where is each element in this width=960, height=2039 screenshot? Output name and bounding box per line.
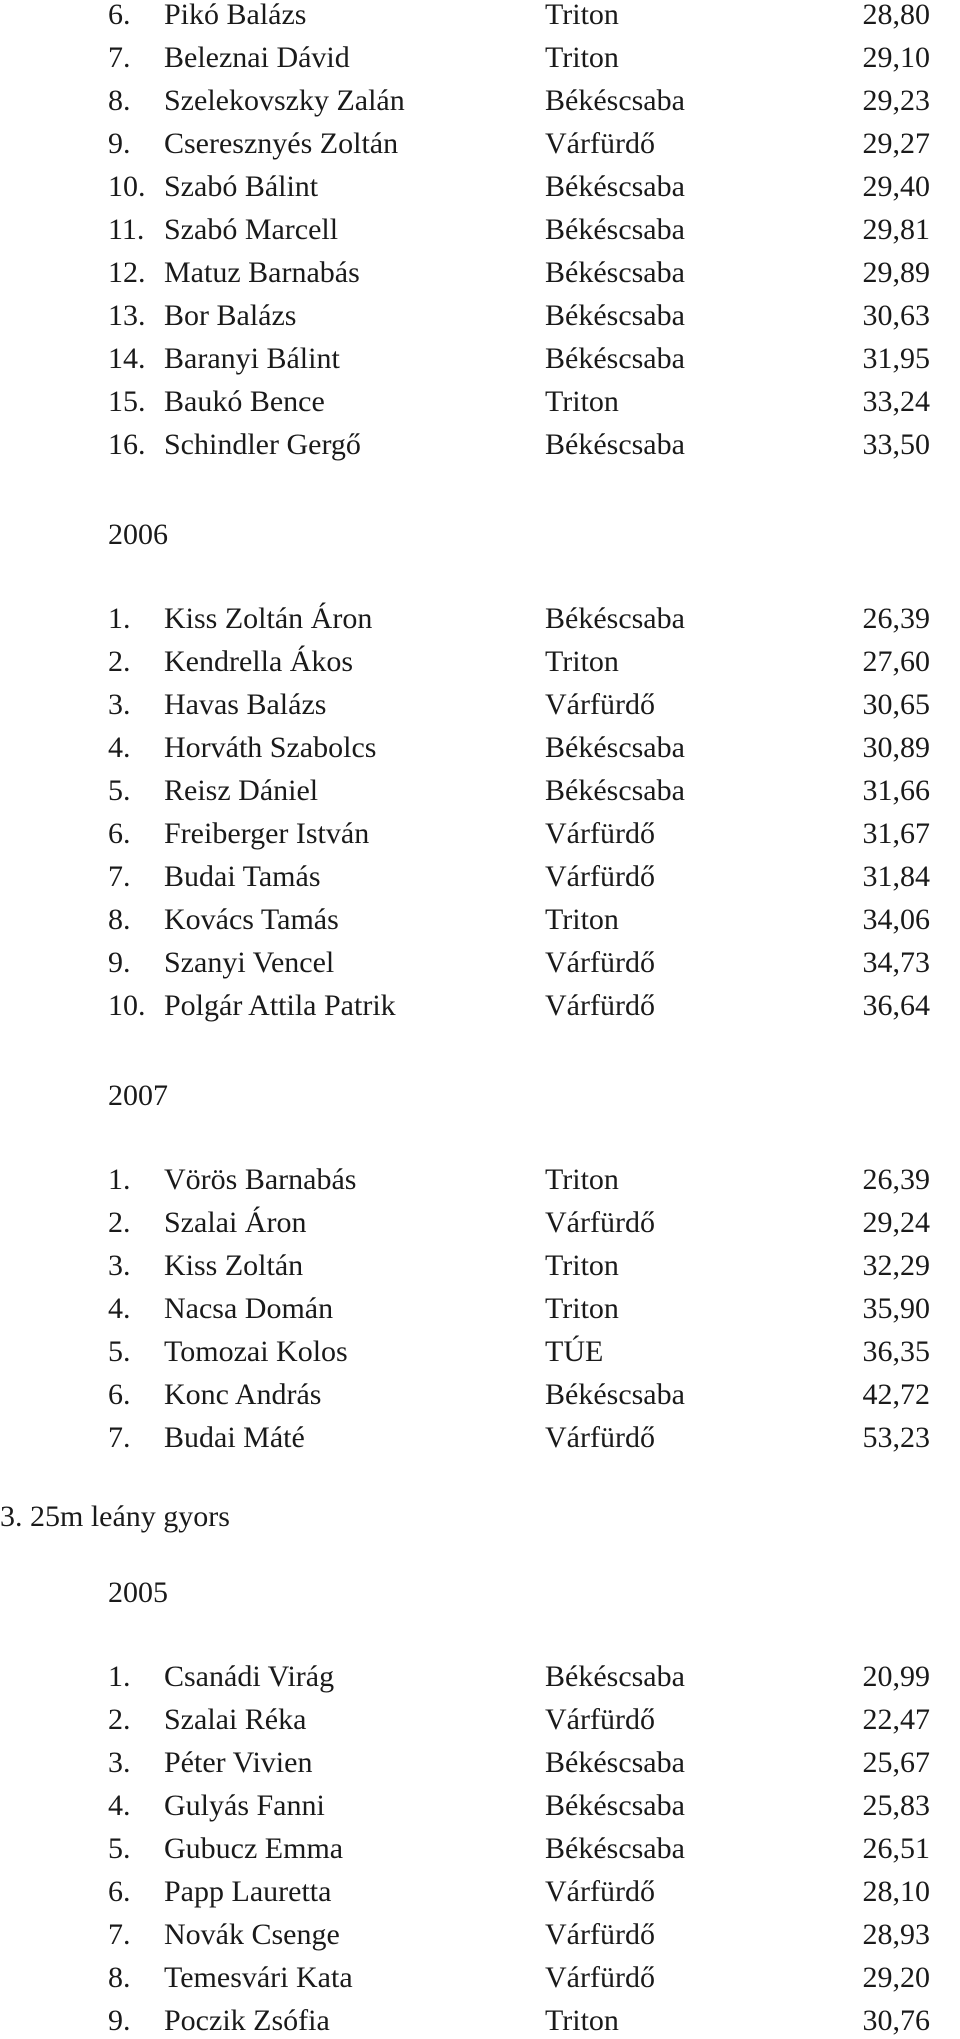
swimmer-name: Tomozai Kolos [164, 1335, 348, 1368]
result-row [0, 1248, 930, 1284]
club-name: Triton [545, 41, 619, 74]
club-name: Békéscsaba [545, 774, 685, 807]
result-time: 53,23 [862, 1421, 930, 1454]
club-name: Várfürdő [545, 1961, 655, 1994]
result-place: 2. [108, 1703, 131, 1736]
result-row [0, 212, 930, 248]
year-heading: 2007 [108, 1079, 168, 1112]
club-name: Várfürdő [545, 1206, 655, 1239]
result-time: 29,10 [862, 41, 930, 74]
result-place: 10. [108, 170, 146, 203]
swimmer-name: Szabó Bálint [164, 170, 319, 203]
result-place: 7. [108, 860, 131, 893]
swimmer-name: Horváth Szabolcs [164, 731, 377, 764]
result-time: 29,40 [862, 170, 930, 203]
swimmer-name: Schindler Gergő [164, 428, 361, 461]
result-time: 30,76 [862, 2004, 930, 2037]
result-time: 31,95 [862, 342, 930, 375]
club-name: Békéscsaba [545, 170, 685, 203]
result-place: 5. [108, 1832, 131, 1865]
swimmer-name: Temesvári Kata [164, 1961, 353, 1994]
swimmer-name: Nacsa Domán [164, 1292, 334, 1325]
result-row [0, 773, 930, 809]
swimmer-name: Baukó Bence [164, 385, 325, 418]
club-name: Békéscsaba [545, 1832, 685, 1865]
club-name: Békéscsaba [545, 299, 685, 332]
result-time: 32,29 [862, 1249, 930, 1282]
result-row [0, 384, 930, 420]
result-time: 29,81 [862, 213, 930, 246]
year-heading: 2005 [108, 1576, 168, 1609]
result-place: 3. [108, 1249, 131, 1282]
result-time: 29,24 [862, 1206, 930, 1239]
result-time: 34,73 [862, 946, 930, 979]
result-time: 28,10 [862, 1875, 930, 1908]
result-place: 8. [108, 84, 131, 117]
result-place: 14. [108, 342, 146, 375]
club-name: Várfürdő [545, 688, 655, 721]
result-row [0, 1205, 930, 1241]
result-time: 33,24 [862, 385, 930, 418]
swimmer-name: Papp Lauretta [164, 1875, 332, 1908]
club-name: Békéscsaba [545, 1746, 685, 1779]
result-place: 9. [108, 127, 131, 160]
club-name: Triton [545, 903, 619, 936]
result-time: 31,67 [862, 817, 930, 850]
result-time: 29,89 [862, 256, 930, 289]
club-name: Várfürdő [545, 1918, 655, 1951]
result-place: 10. [108, 989, 146, 1022]
result-time: 20,99 [862, 1660, 930, 1693]
result-time: 26,51 [862, 1832, 930, 1865]
result-time: 42,72 [862, 1378, 930, 1411]
result-place: 9. [108, 2004, 131, 2037]
result-place: 3. [108, 1746, 131, 1779]
section-title: 3. 25m leány gyors [0, 1500, 230, 1533]
result-row [0, 1291, 930, 1327]
swimmer-name: Csanádi Virág [164, 1660, 335, 1693]
swimmer-name: Kiss Zoltán [164, 1249, 304, 1282]
result-row [0, 169, 930, 205]
result-time: 29,27 [862, 127, 930, 160]
club-name: TÚE [545, 1335, 604, 1368]
club-name: Várfürdő [545, 989, 655, 1022]
result-row [0, 1334, 930, 1370]
swimmer-name: Beleznai Dávid [164, 41, 350, 74]
swimmer-name: Gulyás Fanni [164, 1789, 325, 1822]
swimmer-name: Szabó Marcell [164, 213, 339, 246]
result-row [0, 1420, 930, 1456]
swimmer-name: Szalai Áron [164, 1206, 307, 1239]
result-row [0, 126, 930, 162]
result-row [0, 1745, 930, 1781]
club-name: Békéscsaba [545, 342, 685, 375]
result-place: 4. [108, 731, 131, 764]
result-row [0, 816, 930, 852]
club-name: Békéscsaba [545, 213, 685, 246]
result-row [0, 1874, 930, 1910]
result-place: 4. [108, 1292, 131, 1325]
result-time: 30,65 [862, 688, 930, 721]
result-row [0, 1377, 930, 1413]
club-name: Várfürdő [545, 127, 655, 160]
club-name: Békéscsaba [545, 84, 685, 117]
club-name: Triton [545, 1163, 619, 1196]
result-time: 22,47 [862, 1703, 930, 1736]
club-name: Várfürdő [545, 817, 655, 850]
result-place: 6. [108, 817, 131, 850]
result-row [0, 1917, 930, 1953]
swimmer-name: Kovács Tamás [164, 903, 339, 936]
year-heading: 2006 [108, 518, 168, 551]
result-row [0, 255, 930, 291]
result-place: 8. [108, 903, 131, 936]
result-time: 31,66 [862, 774, 930, 807]
swimmer-name: Vörös Barnabás [164, 1163, 357, 1196]
result-place: 16. [108, 428, 146, 461]
result-row [0, 83, 930, 119]
result-time: 28,93 [862, 1918, 930, 1951]
club-name: Várfürdő [545, 1421, 655, 1454]
club-name: Triton [545, 1292, 619, 1325]
result-place: 13. [108, 299, 146, 332]
club-name: Várfürdő [545, 1703, 655, 1736]
swimmer-name: Szalai Réka [164, 1703, 307, 1736]
swimmer-name: Poczik Zsófia [164, 2004, 330, 2037]
club-name: Triton [545, 1249, 619, 1282]
result-place: 2. [108, 1206, 131, 1239]
result-place: 5. [108, 774, 131, 807]
result-place: 15. [108, 385, 146, 418]
result-time: 25,83 [862, 1789, 930, 1822]
result-row [0, 1162, 930, 1198]
result-row [0, 1960, 930, 1996]
result-row [0, 945, 930, 981]
club-name: Békéscsaba [545, 1789, 685, 1822]
swimmer-name: Konc András [164, 1378, 322, 1411]
result-row [0, 601, 930, 637]
result-time: 30,63 [862, 299, 930, 332]
result-row [0, 902, 930, 938]
result-place: 3. [108, 688, 131, 721]
swimmer-name: Havas Balázs [164, 688, 327, 721]
result-row [0, 730, 930, 766]
result-row [0, 341, 930, 377]
result-place: 7. [108, 1421, 131, 1454]
result-time: 33,50 [862, 428, 930, 461]
club-name: Békéscsaba [545, 602, 685, 635]
swimmer-name: Szanyi Vencel [164, 946, 335, 979]
club-name: Békéscsaba [545, 1660, 685, 1693]
swimmer-name: Gubucz Emma [164, 1832, 344, 1865]
club-name: Triton [545, 2004, 619, 2037]
swimmer-name: Cseresznyés Zoltán [164, 127, 399, 160]
result-place: 7. [108, 1918, 131, 1951]
club-name: Békéscsaba [545, 256, 685, 289]
result-place: 12. [108, 256, 146, 289]
swimmer-name: Budai Tamás [164, 860, 321, 893]
club-name: Triton [545, 0, 619, 31]
swimmer-name: Budai Máté [164, 1421, 305, 1454]
swimmer-name: Péter Vivien [164, 1746, 313, 1779]
club-name: Békéscsaba [545, 428, 685, 461]
result-time: 30,89 [862, 731, 930, 764]
result-time: 34,06 [862, 903, 930, 936]
result-place: 1. [108, 1660, 131, 1693]
result-place: 6. [108, 1378, 131, 1411]
swimmer-name: Reisz Dániel [164, 774, 319, 807]
result-row [0, 644, 930, 680]
result-time: 36,64 [862, 989, 930, 1022]
club-name: Várfürdő [545, 860, 655, 893]
result-time: 25,67 [862, 1746, 930, 1779]
result-row [0, 0, 930, 33]
result-row [0, 1659, 930, 1695]
result-place: 6. [108, 0, 131, 31]
result-row [0, 687, 930, 723]
result-time: 29,20 [862, 1961, 930, 1994]
result-place: 11. [108, 213, 145, 246]
result-row [0, 1702, 930, 1738]
result-row [0, 298, 930, 334]
swimmer-name: Freiberger István [164, 817, 370, 850]
result-place: 7. [108, 41, 131, 74]
result-place: 1. [108, 1163, 131, 1196]
club-name: Várfürdő [545, 1875, 655, 1908]
result-place: 6. [108, 1875, 131, 1908]
swimmer-name: Pikó Balázs [164, 0, 307, 31]
club-name: Várfürdő [545, 946, 655, 979]
result-place: 2. [108, 645, 131, 678]
result-place: 1. [108, 602, 131, 635]
swimmer-name: Novák Csenge [164, 1918, 340, 1951]
swimmer-name: Polgár Attila Patrik [164, 989, 396, 1022]
result-row [0, 859, 930, 895]
result-row [0, 988, 930, 1024]
swimmer-name: Bor Balázs [164, 299, 297, 332]
club-name: Triton [545, 385, 619, 418]
club-name: Békéscsaba [545, 1378, 685, 1411]
swimmer-name: Kiss Zoltán Áron [164, 602, 373, 635]
club-name: Triton [545, 645, 619, 678]
result-time: 29,23 [862, 84, 930, 117]
swimmer-name: Szelekovszky Zalán [164, 84, 405, 117]
result-time: 26,39 [862, 602, 930, 635]
result-row [0, 427, 930, 463]
result-time: 27,60 [862, 645, 930, 678]
result-row [0, 2003, 930, 2039]
result-time: 36,35 [862, 1335, 930, 1368]
result-row [0, 40, 930, 76]
result-time: 31,84 [862, 860, 930, 893]
swimmer-name: Matuz Barnabás [164, 256, 360, 289]
result-place: 5. [108, 1335, 131, 1368]
result-time: 26,39 [862, 1163, 930, 1196]
result-place: 8. [108, 1961, 131, 1994]
result-place: 9. [108, 946, 131, 979]
result-row [0, 1831, 930, 1867]
result-time: 35,90 [862, 1292, 930, 1325]
result-row [0, 1788, 930, 1824]
result-place: 4. [108, 1789, 131, 1822]
result-time: 28,80 [862, 0, 930, 31]
club-name: Békéscsaba [545, 731, 685, 764]
swimmer-name: Baranyi Bálint [164, 342, 340, 375]
swimmer-name: Kendrella Ákos [164, 645, 354, 678]
